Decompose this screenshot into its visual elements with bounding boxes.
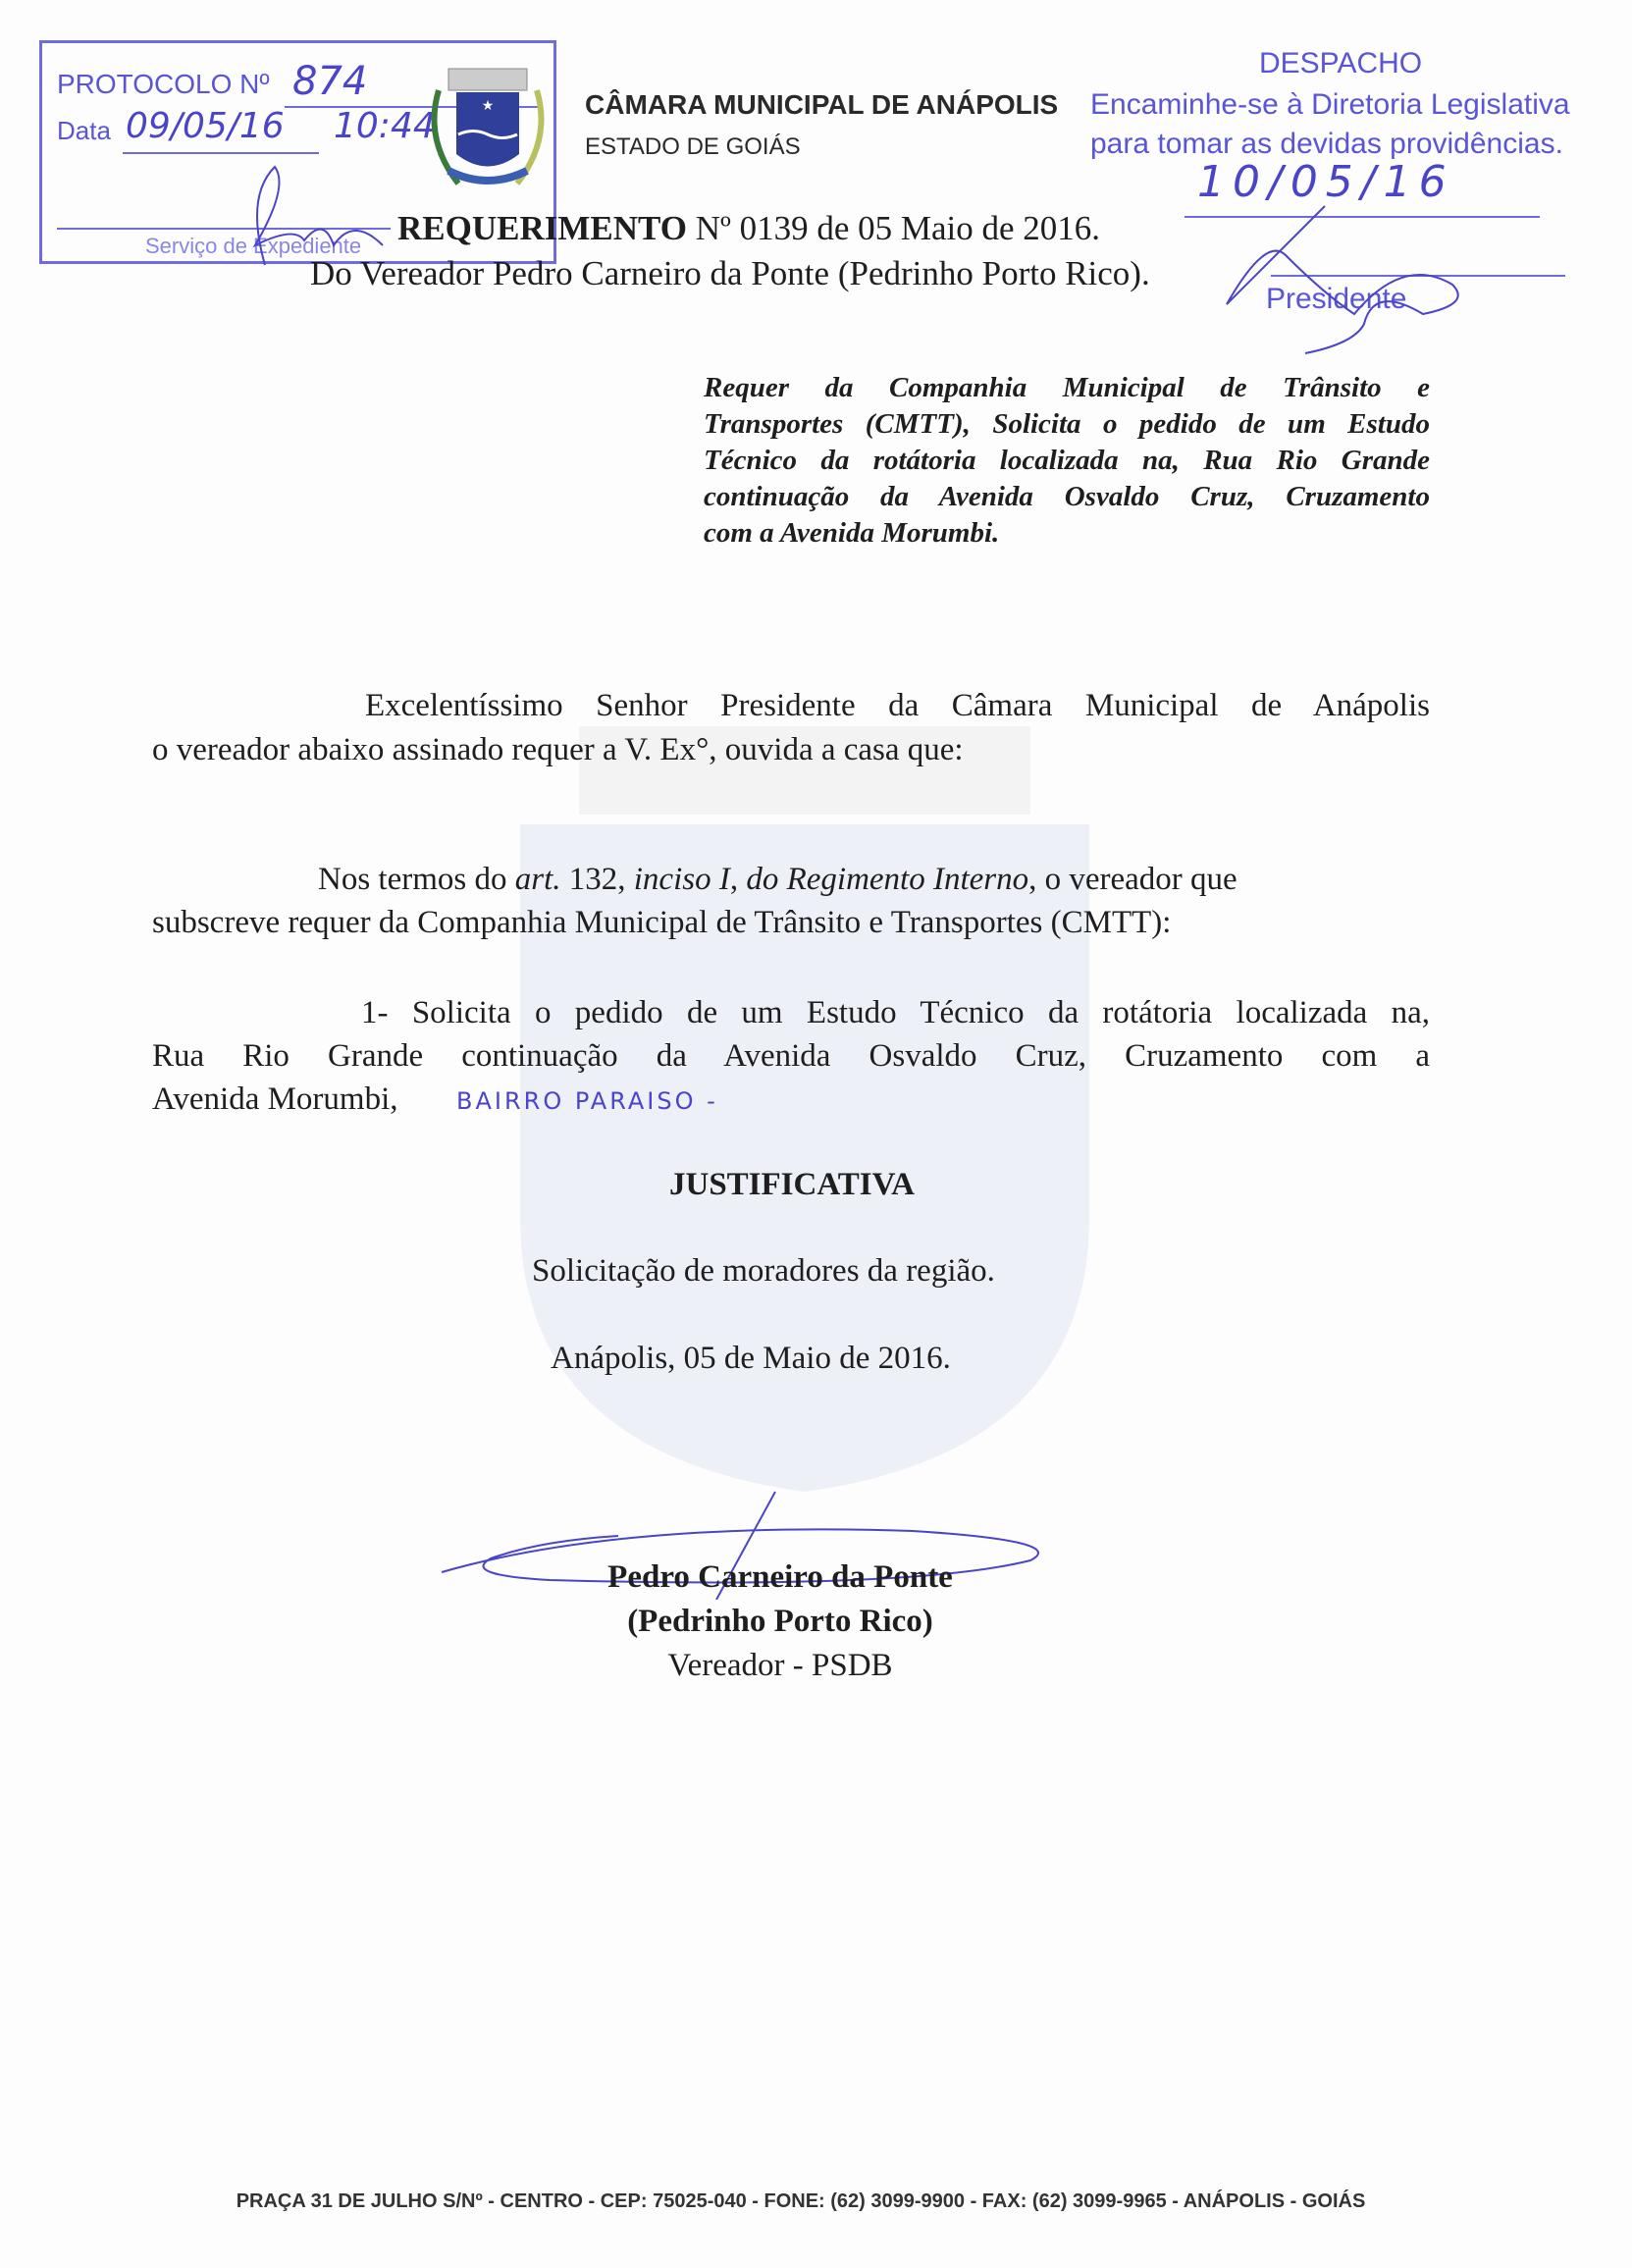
title-bold: REQUERIMENTO — [397, 209, 687, 247]
protocol-time: 10:44 — [334, 106, 436, 146]
svg-text:★: ★ — [481, 99, 495, 114]
document-title — [397, 209, 1100, 248]
author-line: Do Vereador Pedro Carneiro da Ponte (Pedrinho Porto Rico). — [310, 254, 1150, 292]
article-ref: art. — [514, 862, 561, 897]
separator: , — [729, 862, 747, 897]
item-line-3: Avenida Morumbi, — [152, 1081, 398, 1117]
article-number: 132, — [560, 862, 634, 897]
place-date: Anápolis, 05 de Maio de 2016. — [551, 1341, 951, 1376]
paragraph-text: Nos termos do — [318, 862, 515, 897]
protocol-date: 09/05/16 — [126, 106, 285, 146]
despacho-line-1: Encaminhe-se à Diretoria Legislativa — [1090, 88, 1570, 121]
state-name: ESTADO DE GOIÁS — [585, 133, 801, 160]
paragraph-text: , o vereador que — [1028, 862, 1237, 897]
item-line-2: Rua Rio Grande continuação da Avenida Osvaldo Cruz, Cruzamento com a — [152, 1038, 1430, 1074]
despacho-date: 10/05/16 — [1197, 157, 1454, 207]
signatory-name: Pedro Carneiro da Ponte — [607, 1559, 953, 1595]
service-label: Serviço de Expediente — [145, 234, 362, 258]
handwritten-neighborhood: BAIRRO PARAISO - — [456, 1087, 718, 1115]
institution-name: CÂMARA MUNICIPAL DE ANÁPOLIS — [585, 89, 1059, 120]
item-line-1: 1- Solicita o pedido de um Estudo Técnico da rotátoria localizada na, — [361, 995, 1430, 1030]
summary-line: continuação da Avenida Osvaldo Cruz, Cruzamento — [704, 481, 1430, 512]
protocol-label: PROTOCOLO Nº — [57, 69, 270, 99]
summary-line: Transportes (CMTT), Solicita o pedido de um Estudo — [704, 408, 1430, 440]
summary-line: Técnico da rotátoria localizada na, Rua Rio Grande — [704, 445, 1430, 476]
title-number-date: Nº 0139 de 05 Maio de 2016. — [695, 209, 1101, 247]
summary-line: Requer da Companhia Municipal de Trânsito e — [704, 372, 1430, 403]
coat-of-arms-logo — [419, 61, 556, 198]
signatory-nickname: (Pedrinho Porto Rico) — [627, 1604, 933, 1639]
paragraph-line-1 — [318, 862, 1237, 898]
date-label: Data — [57, 116, 111, 145]
salutation-line-2: o vereador abaixo assinado requer a V. Ex°, ouvida a casa que: — [152, 732, 964, 767]
despacho-title: DESPACHO — [1259, 47, 1423, 79]
president-label: Presidente — [1266, 283, 1407, 315]
footer-address: PRAÇA 31 DE JULHO S/Nº - CENTRO - CEP: 75025-040 - FONE: (62) 3099-9900 - FAX: (62) 3099-9965 - ANÁPOLIS - GOIÁS — [236, 2190, 1366, 2212]
president-signature — [1207, 196, 1501, 373]
protocol-number: 874 — [292, 59, 368, 104]
inciso-ref: inciso I — [633, 862, 730, 897]
salutation-line-1: Excelentíssimo Senhor Presidente da Câmara Municipal de Anápolis — [365, 688, 1430, 723]
summary-line: com a Avenida Morumbi. — [704, 517, 1000, 549]
signatory-role: Vereador - PSDB — [667, 1648, 893, 1683]
justification-heading: JUSTIFICATIVA — [668, 1167, 915, 1202]
despacho-line-2: para tomar as devidas providências. — [1090, 128, 1563, 160]
justification-text: Solicitação de moradores da região. — [532, 1253, 995, 1289]
regimento-ref: do Regimento Interno — [746, 862, 1029, 897]
paragraph-line-2: subscreve requer da Companhia Municipal de Trânsito e Transportes (CMTT): — [152, 905, 1172, 940]
